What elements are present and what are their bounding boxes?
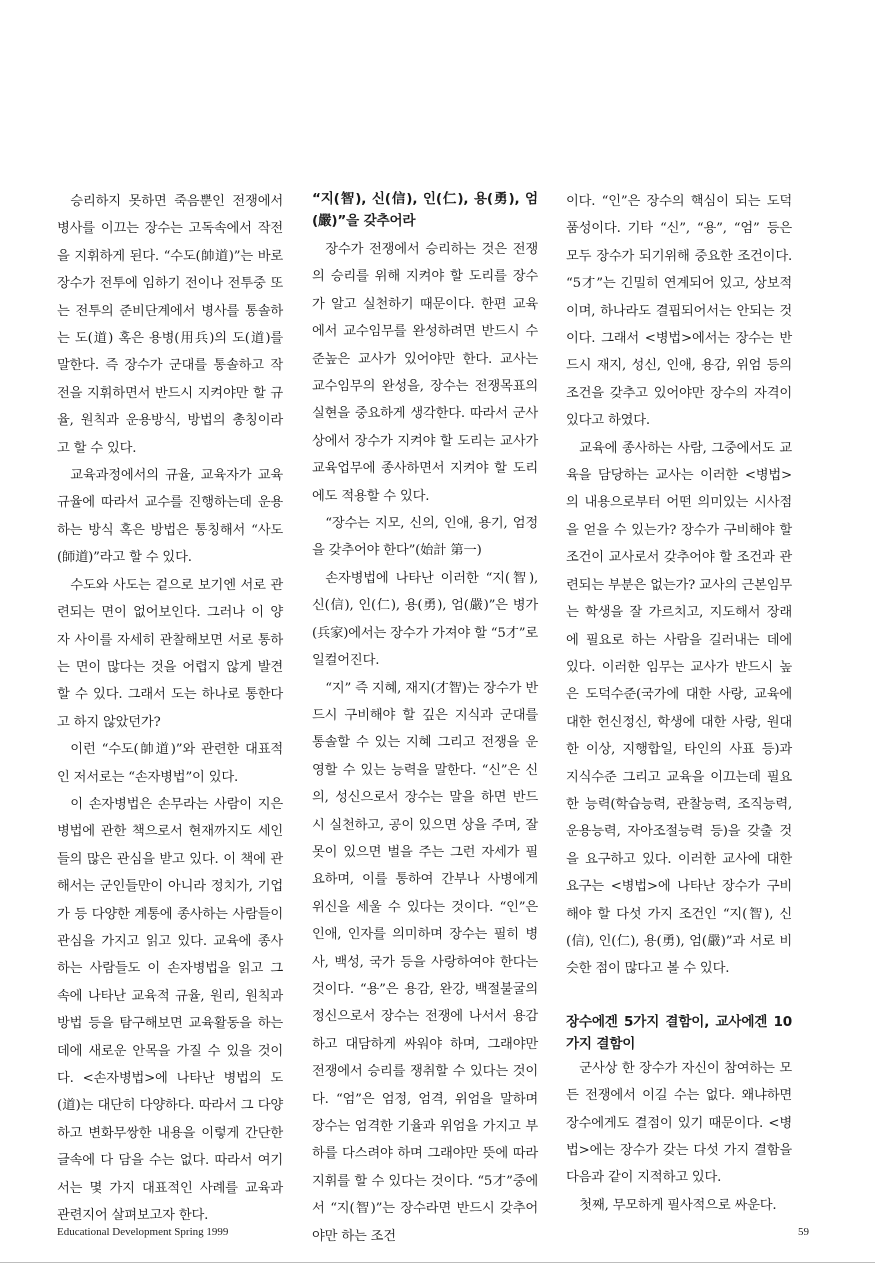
section-heading: 장수에겐 5가지 결함이, 교사에겐 10가지 결함이 xyxy=(566,1013,792,1052)
text-column-right xyxy=(566,188,792,1219)
text-column-middle xyxy=(312,188,538,1250)
section-heading: “지(智), 신(信), 인(仁), 용(勇), 엄(嚴)”을 갖추어라 xyxy=(312,191,538,229)
paragraph: 손자병법에 나타난 이러한 “지(智), 신(信), 인(仁), 용(勇), 엄(嚴)”은 병가(兵家)에서는 장수가 가져야 할 “5才”로 일컬어진다. xyxy=(312,570,538,669)
paragraph: 이 손자병법은 손무라는 사람이 지은 병법에 관한 책으로서 현재까지도 세인들의 많은 관심을 받고 있다. 이 책에 관해서는 군인들만이 아니라 정치가, 기업가 등 다양한 계통에 종사하는 사람들이 관심을 가지고 읽고 있다. 교육에 종사하는 사람들도 이 손자병법을 읽고 그 속에 나타난 교육적 규율, 원리, 원칙과 방법 등을 탐구해보면 교육활동을 하는 데에 새로운 안목을 가질 수 있을 것이다. <손자병법>에 나타난 병법의 도(道)는 대단히 다양하다. 따라서 그 다양하고 변화무쌍한 내용을 이렇게 간단한 글속에 다 담을 수는 없다. 따라서 여기서는 몇 가지 대표적인 사례를 교육과 관련지어 살펴보고자 한다. xyxy=(57,796,283,1224)
paragraph: 승리하지 못하면 죽음뿐인 전쟁에서 병사를 이끄는 장수는 고독속에서 작전을 지휘하게 된다. “수도(帥道)”는 바로 장수가 전투에 임하기 전이나 전투중 또는 전투의 준비단계에서 병사를 통솔하는 도(道) 혹은 용병(用兵)의 도(道)를 말한다. 즉 장수가 군대를 통솔하고 작전을 지휘하면서 반드시 지켜야만 할 규율, 원칙과 운용방식, 방법의 총칭이라고 할 수 있다. xyxy=(57,194,283,456)
paragraph: 교육에 종사하는 사람, 그중에서도 교육을 담당하는 교사는 이러한 <병법>의 내용으로부터 어떤 의미있는 시사점을 얻을 수 있는가? 장수가 구비해야 할 조건이 교사로서 갖추어야 할 조건과 관련되는 부분은 없는가? 교사의 근본임무는 학생을 잘 가르치고, 지도해서 장래에 필요로 하는 사람을 길러내는 데에 있다. 이러한 임무는 교사가 반드시 높은 도덕수준(국가에 대한 사랑, 교육에 대한 헌신정신, 학생에 대한 사랑, 원대한 이상, 지행합일, 타인의 사표 등)과 지식수준 그리고 교육을 이끄는데 필요한 능력(학습능력, 관찰능력, 조직능력, 운용능력, 자아조절능력 등)을 갖출 것을 요구하고 있다. 이러한 교사에 대한 요구는 <병법>에 나타난 장수가 구비해야 할 다섯 가지 조건인 “지(智), 신(信), 인(仁), 용(勇), 엄(嚴)”과 서로 비슷한 점이 많다고 볼 수 있다. xyxy=(566,440,792,977)
text-column-left xyxy=(57,188,283,1229)
page-number: 59 xyxy=(798,1226,809,1238)
paragraph: 장수가 전쟁에서 승리하는 것은 전쟁의 승리를 위해 지켜야 할 도리를 장수가 알고 실천하기 때문이다. 한편 교육에서 교수임무를 완성하려면 반드시 수준높은 교사가 있어야만 한다. 교사는 교수임무의 완성을, 장수는 전쟁목표의 실현을 중요하게 생각한다. 따라서 군사상에서 장수가 지켜야 할 도리는 교사가 교육업무에 종사하면서 지켜야 할 도리에도 적용할 수 있다. xyxy=(312,242,538,504)
paragraph: “지” 즉 지혜, 재지(才智)는 장수가 반드시 구비해야 할 깊은 지식과 군대를 통솔할 수 있는 지혜 그리고 전쟁을 운영할 수 있는 능력을 말한다. “신”은 신의, 성신으로서 장수는 말을 하면 반드시 실천하고, 공이 있으면 상을 주며, 잘못이 있으면 벌을 주는 그런 자세가 필요하며, 이를 통하여 간부나 사병에게 위신을 세울 수 있다는 것이다. “인”은 인애, 인자를 의미하며 장수는 필히 병사, 백성, 국가 등을 사랑하여야 한다는 것이다. “용”은 용감, 완강, 백절불굴의 정신으로서 장수는 전쟁에 나서서 용감하고 대담하게 싸워야 하며, 그래야만 전쟁에서 승리를 쟁취할 수 있다는 것이다. “엄”은 엄정, 엄격, 위엄을 말하며 장수는 엄격한 기율과 위엄을 가지고 부하를 다스려야 하며 그래야만 뜻에 따라 지휘를 할 수 있다는 것이다. “5才”중에서 “지(智)”는 장수라면 반드시 갖추어야만 하는 조건 xyxy=(312,680,538,1244)
paragraph: 군사상 한 장수가 자신이 참여하는 모든 전쟁에서 이길 수는 없다. 왜냐하면 장수에게도 결점이 있기 때문이다. <병법>에는 장수가 갖는 다섯 가지 결함을 다음과 같이 지적하고 있다. xyxy=(566,1060,792,1186)
paragraph: 수도와 사도는 겉으로 보기엔 서로 관련되는 면이 없어보인다. 그러나 이 양자 사이를 자세히 관찰해보면 서로 통하는 면이 많다는 것을 어렵지 않게 발견할 수 있다. 그래서 도는 하나로 통한다고 하지 않았던가? xyxy=(57,577,283,730)
paragraph: 이다. “인”은 장수의 핵심이 되는 도덕품성이다. 기타 “신”, “용”, “엄” 등은 모두 장수가 되기위해 중요한 조건이다. “5才”는 긴밀히 연계되어 있고, 상보적이며, 하나라도 결핍되어서는 안되는 것이다. 그래서 <병법>에서는 장수는 반드시 재지, 성신, 인애, 용감, 위엄 등의 조건을 갖추고 있어야만 장수의 자격이 있다고 하였다. xyxy=(566,194,792,429)
paragraph: 교육과정에서의 규율, 교육자가 교육규율에 따라서 교수를 진행하는데 운용하는 방식 혹은 방법은 통칭해서 “사도(師道)”라고 할 수 있다. xyxy=(57,468,283,566)
paragraph: 이런 “수도(帥道)”와 관련한 대표적인 저서로는 “손자병법”이 있다. xyxy=(57,742,283,785)
paragraph: “장수는 지모, 신의, 인애, 용기, 엄정을 갖추어야 한다”(始計 第一) xyxy=(312,516,538,559)
journal-footer: Educational Development Spring 1999 xyxy=(57,1226,229,1238)
paragraph: 첫째, 무모하게 필사적으로 싸운다. xyxy=(579,1197,777,1213)
page-edge-divider xyxy=(0,1262,875,1263)
